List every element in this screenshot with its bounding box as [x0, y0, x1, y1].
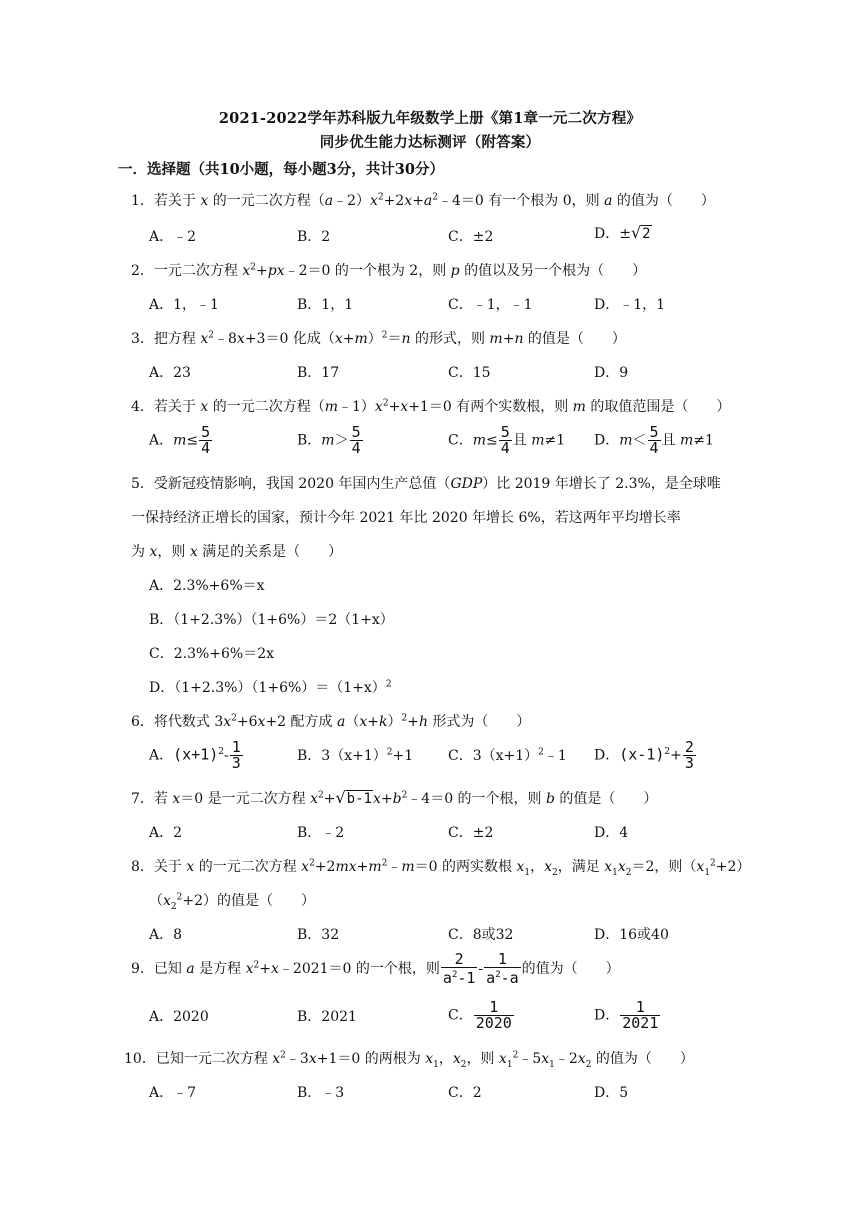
question-5-line2: 一保持经济正增长的国家，预计今年 2021 年比 2020 年增长 6%，若这两年平均增长率	[131, 510, 681, 526]
q9-option-a: A．2020	[149, 1009, 209, 1025]
question-8-line2: $(x_2^2+2)$的值是（ ）	[149, 892, 316, 912]
question-10: 10．已知一元二次方程 $x^2﹣3x+1=0$ 的两根为 $x_1$，$x_2$，则 $x_1^2﹣5x_1﹣2x_2$ 的值为（ ）	[124, 1050, 694, 1070]
q2-option-c: C．﹣1，﹣1	[448, 297, 533, 313]
q10-option-c: C．2	[448, 1085, 482, 1101]
q10-option-b: B．﹣3	[297, 1085, 345, 1101]
q2-option-b: B．1，1	[297, 297, 354, 313]
q4-option-b: B．m＞ $\frac{5}{4}$	[297, 423, 361, 457]
section-heading: 一．选择题（共10小题，每小题3分，共计30分）	[118, 161, 444, 178]
question-8-line1: 8．关于 x 的一元二次方程 $x^2+2mx+m^2﹣m=0$ 的两实数根 $x_1$，$x_2$，满足 $x_1x_2=2$，则$(x_1^2+2)$	[131, 858, 751, 878]
question-5-line3: 为 x，则 x 满足的关系是（ ）	[131, 544, 343, 560]
q5-option-b: B．（1+2.3%）（1+6%）＝2（1+x）	[149, 612, 394, 628]
question-2: 2．一元二次方程 $x^2+px﹣2=0$ 的一个根为 2，则 p 的值以及另一个根为（ ）	[131, 262, 647, 279]
q10-option-d: D．5	[594, 1085, 629, 1101]
q7-option-b: B．﹣2	[297, 825, 345, 841]
q10-option-a: A．﹣7	[149, 1085, 197, 1101]
question-7: 7．若 x＝0 是一元二次方程 $x^2+√b-1x+b^2﹣4=0$ 的一个根，则 b 的值是（ ）	[131, 788, 658, 807]
q6-option-a: A．$(x+1)^2-$ $\frac{1}{3}$	[149, 738, 241, 772]
document-title-line2: 同步优生能力达标测评（附答案）	[319, 134, 541, 151]
q6-option-d: D．$(x-1)^2+$ $\frac{2}{3}$	[594, 738, 694, 772]
q8-option-c: C．8或32	[448, 927, 514, 943]
q3-option-c: C．15	[448, 365, 491, 381]
q4-option-d: D．m＜ $\frac{5}{4}$ 且 m≠1	[594, 423, 714, 457]
q9-option-b: B．2021	[297, 1009, 357, 1025]
q3-option-b: B．17	[297, 365, 340, 381]
q3-option-a: A．23	[149, 365, 191, 381]
document-title-line1: 2021-2022学年苏科版九年级数学上册《第1章一元二次方程》	[218, 110, 642, 127]
question-9: 9．已知 a 是方程 $x^2+x﹣2021=0$ 的一个根，则 $\frac{2}{a^2-1}$ - $\frac{1}{a^2-a}$ 的值为（ ）	[131, 950, 620, 987]
question-6: 6．将代数式 $3x^2+6x+2$ 配方成 $a(x+k)^2+h$ 形式为（ ）	[131, 713, 531, 730]
q5-option-c: C．2.3%+6%＝2x	[149, 646, 275, 662]
q8-option-d: D．16或40	[594, 927, 669, 943]
question-4: 4．若关于 x 的一元二次方程$(m﹣1)x^2+x+1=0$ 有两个实数根，则 m 的取值范围是（ ）	[131, 398, 731, 415]
q4-option-c: C．m≤ $\frac{5}{4}$ 且 m≠1	[448, 423, 566, 457]
q6-option-c: C．$3(x+1)^2﹣1$	[448, 747, 567, 764]
q9-option-c: C． $\frac{1}{2020}$	[448, 998, 512, 1032]
q2-option-d: D．﹣1，1	[594, 297, 666, 313]
q2-option-a: A．1，﹣1	[149, 297, 219, 313]
q8-option-b: B．32	[297, 927, 340, 943]
q9-option-d: D． $\frac{1}{2021}$	[594, 998, 659, 1032]
question-3: 3．把方程 $x^2﹣8x+3=0$ 化成$(x+m)^2=n$ 的形式，则 m+n 的值是（ ）	[131, 330, 626, 347]
q1-option-c: C．±2	[448, 229, 494, 245]
q7-option-c: C．±2	[448, 825, 494, 841]
q1-option-a: A．﹣2	[149, 229, 197, 245]
q7-option-d: D．4	[594, 825, 629, 841]
q1-option-b: B．2	[297, 229, 331, 245]
question-1: 1．若关于 x 的一元二次方程$(a﹣2)x^2+2x+a^2﹣4=0$ 有一个根为 0，则 a 的值为（ ）	[131, 192, 715, 209]
q4-option-a: A．m≤ $\frac{5}{4}$	[149, 423, 211, 457]
q5-option-a: A．2.3%+6%＝x	[149, 578, 265, 594]
q1-option-d: D．±√2	[594, 223, 651, 242]
q3-option-d: D．9	[594, 365, 629, 381]
q8-option-a: A．8	[149, 927, 183, 943]
question-5-line1: 5．受新冠疫情影响，我国 2020 年国内生产总值（GDP）比 2019 年增长了 2.3%，是全球唯	[131, 476, 721, 492]
q5-option-d: D．$(1+2.3\%)(1+6\%)=(1+x)^2$	[149, 679, 392, 696]
q6-option-b: B．$3(x+1)^2+1$	[297, 747, 414, 764]
q7-option-a: A．2	[149, 825, 183, 841]
